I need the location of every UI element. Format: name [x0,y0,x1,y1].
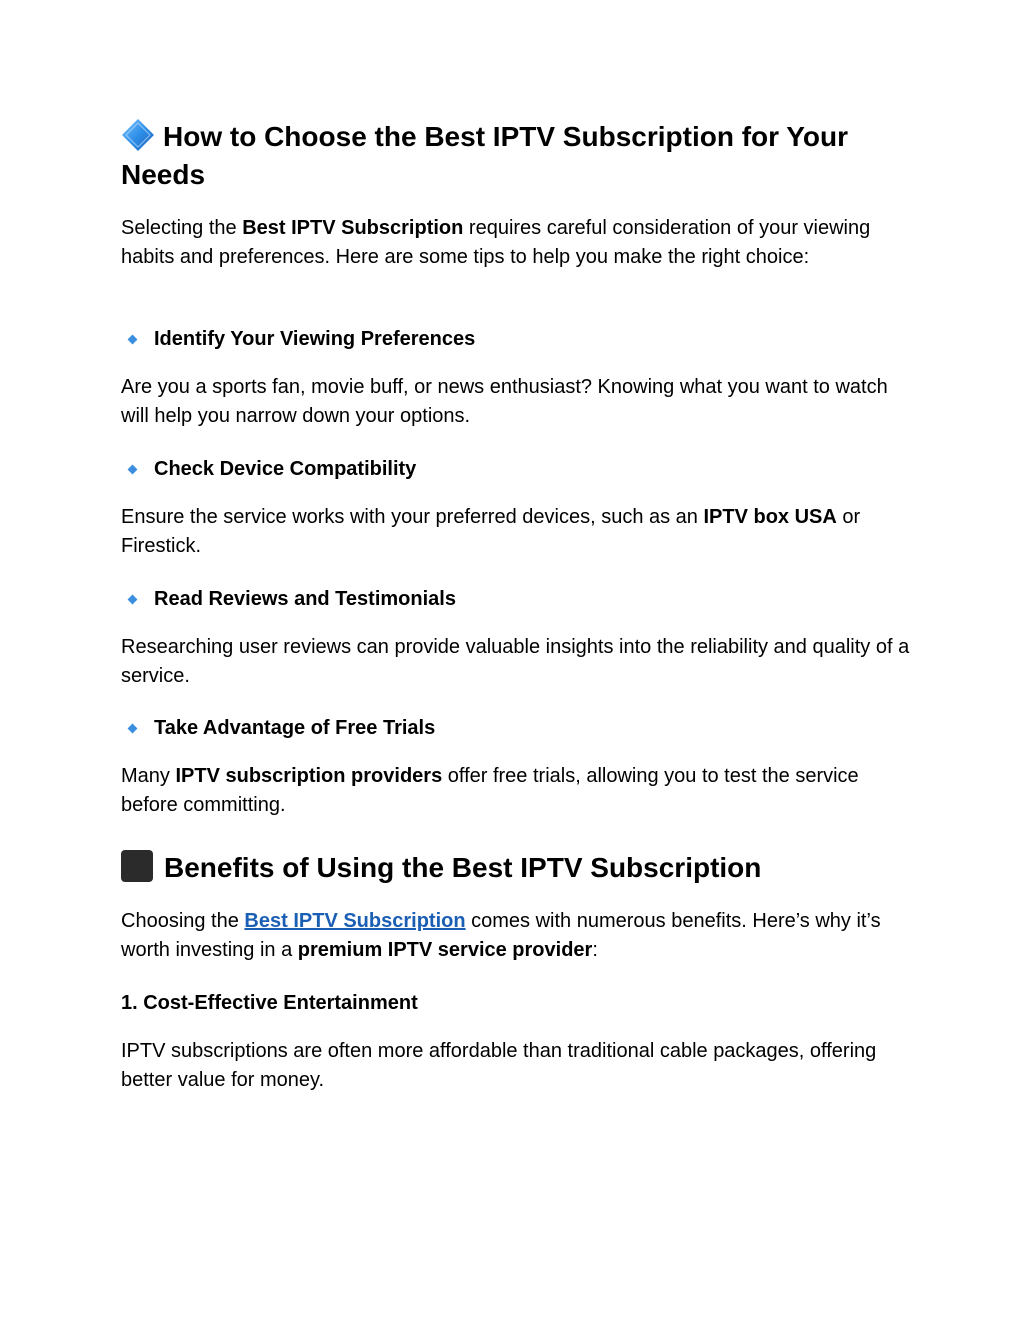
intro-paragraph [121,214,911,272]
benefits-intro-bold-text: premium IPTV service provider [297,939,593,961]
section-heading-text: Benefits of Using the Best IPTV Subscription [164,852,762,883]
small-blue-diamond-icon [128,334,138,344]
tip-heading [121,325,911,353]
tip-heading [121,585,911,613]
benefits-intro-text: Choosing the [121,910,245,932]
tip-title: Check Device Compatibility [154,458,417,480]
benefits-intro-text-mid: comes with numerous benefits. Here’s why it’s worth investing in a [121,910,881,961]
benefits-intro-text-end: : [592,939,598,961]
intro-text: Selecting the [121,217,243,239]
tip-paragraph [121,373,911,431]
best-iptv-subscription-link[interactable]: Best IPTV Subscription [244,910,466,932]
small-blue-diamond-icon [128,594,138,604]
black-square-icon [121,850,153,882]
section-heading-benefits [121,849,911,887]
tip-title: Take Advantage of Free Trials [154,717,436,739]
tip-heading [121,455,911,483]
intro-text-end: requires careful consideration of your viewing habits and preferences. Here are some tips to help you make the right choice: [121,217,871,268]
benefit-subheading: 1. Cost-Effective Entertainment [121,992,418,1014]
benefits-intro-paragraph [121,907,911,965]
tip-paragraph [121,503,911,561]
tip-bold-text: IPTV box USA [703,506,837,528]
tip-paragraph [121,762,911,820]
tip-text: Many [121,765,176,787]
tip-title: Identify Your Viewing Preferences [154,328,476,350]
tip-paragraph [121,633,911,691]
small-blue-diamond-icon [128,723,138,733]
blue-diamond-icon [121,118,155,152]
tip-text-end: or Firestick. [121,506,861,557]
benefit-paragraph: IPTV subscriptions are often more affordable than traditional cable packages, offering better value for money. [121,1040,877,1091]
section-heading-text: How to Choose the Best IPTV Subscription for Your Needs [121,121,849,190]
tip-text-end: offer free trials, allowing you to test the service before committing. [121,765,859,816]
tip-title: Read Reviews and Testimonials [154,588,456,610]
tip-text: Researching user reviews can provide valuable insights into the reliability and quality of a service. [121,636,910,687]
tip-bold-text: IPTV subscription providers [175,765,443,787]
section-heading-how-to-choose [121,118,911,194]
tip-heading [121,714,911,742]
tip-text: Ensure the service works with your preferred devices, such as an [121,506,704,528]
intro-bold-text: Best IPTV Subscription [242,217,464,239]
small-blue-diamond-icon [128,464,138,474]
tip-text: Are you a sports fan, movie buff, or news enthusiast? Knowing what you want to watch will help you narrow down your options. [121,376,888,427]
